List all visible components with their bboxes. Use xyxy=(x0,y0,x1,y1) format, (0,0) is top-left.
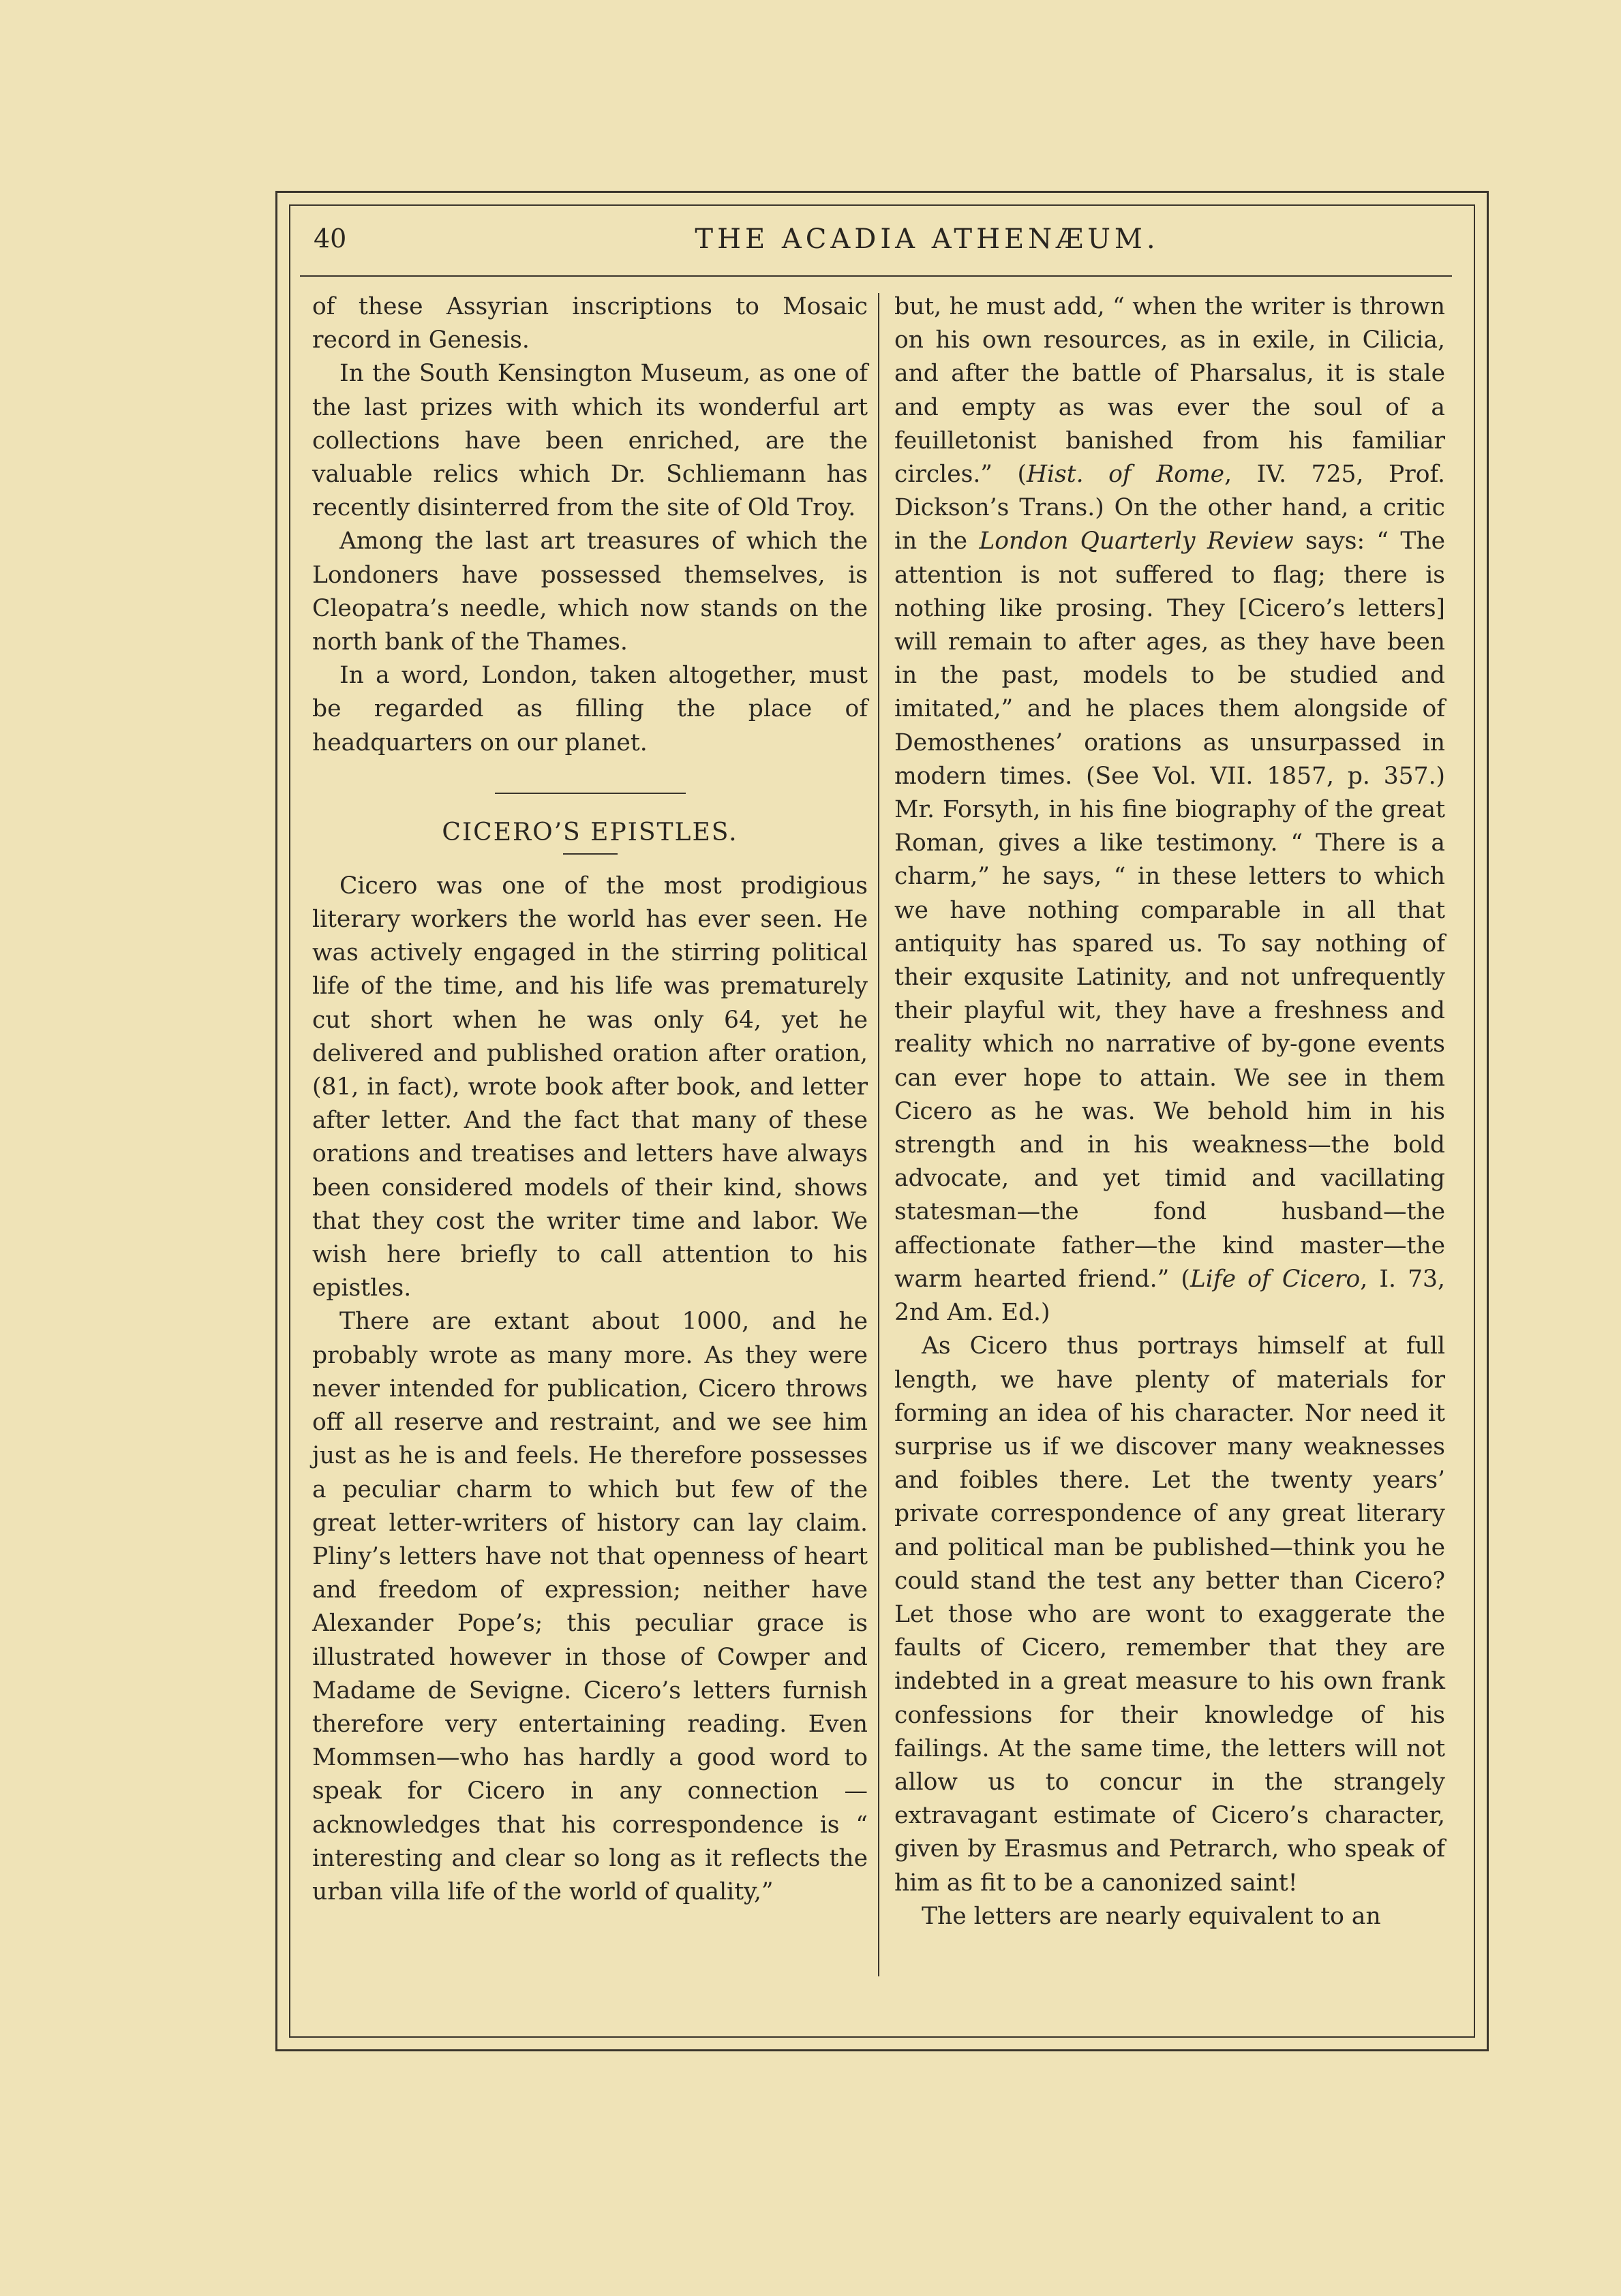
text-run: , I. 73, 2nd Am. Ed.) xyxy=(894,1265,1445,1327)
citation-title: London Quarterly Review xyxy=(979,527,1294,555)
right-column xyxy=(894,290,1445,1933)
paragraph: In a word, London, taken altogether, must be regarded as filling the place of headquarters on our planet. xyxy=(312,662,868,756)
header-rule xyxy=(300,275,1452,277)
citation-title: Hist. of Rome xyxy=(1026,461,1225,489)
paragraph: As Cicero thus portrays himself at full length, we have plenty of materials for forming an idea of his character. Nor need it surprise us if we discover many weaknesses and foibles there. Let the twenty years’ private correspondence of any great literary and political man be published—think you he could stand the test any better than Cicero? Let those who are wont to exaggerate the faults of Cicero, remember that they are indebted in a great measure to his own frank confessions for their knowledge of his failings. At the same time, the letters will not allow us to concur in the strangely extravagant estimate of Cicero’s character, given by Erasmus and Petrarch, who speak of him as fit to be a canonized saint! xyxy=(894,1332,1445,1897)
paragraph: Cicero was one of the most prodigious literary workers the world has ever seen. He was actively engaged in the stirring political life of the time, and his life was prematurely cut short when he was only 64, yet he delivered and published oration after oration, (81, in fact), wrote book after book, and letter after letter. And the fact that many of these orations and treatises and letters have always been considered models of their kind, shows that they cost the writer time and labor. We wish here briefly to call attention to his epistles. xyxy=(312,872,868,1302)
heading-rule xyxy=(563,853,618,855)
page-number: 40 xyxy=(314,224,347,254)
running-header xyxy=(314,224,1431,271)
left-column xyxy=(312,290,868,1909)
paragraph: In the South Kensington Museum, as one of the last prizes with which its wonderful art collections have been enriched, are the valuable relics which Dr. Schliemann has recently disinterred from the site of Old Troy. xyxy=(312,360,868,522)
paragraph: There are extant about 1000, and he probably wrote as many more. As they were never intended for publication, Cicero throws off all reserve and restraint, and we see him just as he is and feels. He therefore possesses a peculiar charm to which but few of the great letter-writers of history can lay claim. Pliny’s letters have not that openness of heart and freedom of expression; neither have Alexander Pope’s; this peculiar grace is illustrated however in those of Cowper and Madame de Sevigne. Cicero’s letters furnish therefore very entertaining reading. Even Mommsen—who has hardly a good word to speak for Cicero in any connection —acknowledges that his correspondence is “ interesting and clear so long as it reflects the urban villa life of the world of quality,” xyxy=(312,1308,868,1905)
paragraph: Among the last art treasures of which the Londoners have possessed themselves, is Cleopatra’s needle, which now stands on the north bank of the Thames. xyxy=(312,527,868,656)
article-heading: CICERO’S EPISTLES. xyxy=(442,818,738,846)
text-run: but, he must add, “ when the writer is thrown on his own resources, as in exile, in Cilicia, and after the battle of Pharsalus, it is stale and empty as was ever the soul of a feuilletonist banished from his familiar circles.” ( xyxy=(894,293,1445,489)
column-rule xyxy=(878,293,879,1976)
section-rule xyxy=(495,793,686,794)
paragraph: of these Assyrian inscriptions to Mosaic record in Genesis. xyxy=(312,293,868,354)
text-run: , IV. 725, Prof. Dickson’s Trans.) On the other hand, a critic in the xyxy=(894,461,1445,555)
journal-title: THE ACADIA ATHENÆUM. xyxy=(695,224,1160,255)
paragraph xyxy=(894,290,1445,1330)
paragraph: The letters are nearly equivalent to an xyxy=(922,1902,1381,1930)
text-run: says: “ The attention is not suffered to flag; there is nothing like prosing. They [Cicero’s letters] will remain to after ages, as they have been in the past, models to be studied and imitated,” and he places them alongside of Demosthenes’ orations as unsurpassed in modern times. (See Vol. VII. 1857, p. 357.) Mr. Forsyth, in his fine biography of the great Roman, gives a like testimony. “ There is a charm,” he says, “ in these letters to which we have nothing comparable in all that antiquity has spared us. To say nothing of their exqusite Latinity, and not unfrequently their playful wit, they have a freshness and reality which no narrative of by-gone events can ever hope to attain. We see in them Cicero as he was. We behold him in his strength and in his weakness—the bold advocate, and yet timid and vacillating statesman—the fond husband—the affectionate father—the kind master—the warm hearted friend.” ( xyxy=(894,527,1446,1293)
citation-title: Life of Cicero xyxy=(1190,1265,1361,1293)
